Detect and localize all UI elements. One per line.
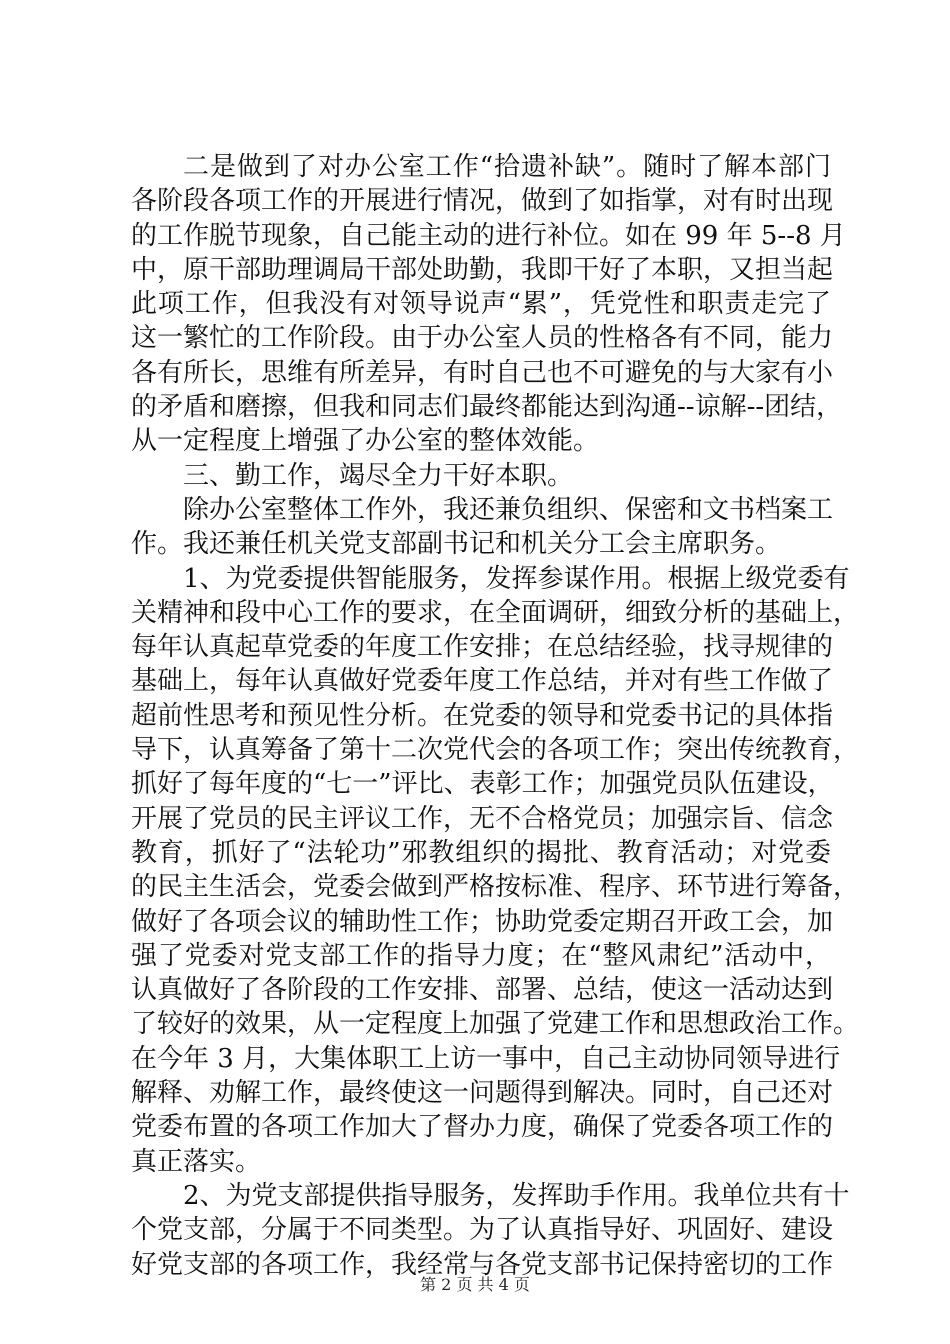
text-line: 中，原干部助理调局干部处助勤，我即干好了本职，又担当起 — [131, 254, 834, 285]
text-line: 各有所长，思维有所差异，有时自己也不可避免的与大家有小 — [131, 357, 834, 388]
text-line: 2、为党支部提供指导服务，发挥助手作用。我单位共有十 — [183, 1180, 850, 1211]
text-line: 导下，认真筹备了第十二次党代会的各项工作；突出传统教育， — [131, 735, 860, 766]
text-line: 1、为党委提供智能服务，发挥参谋作用。根据上级党委有 — [183, 563, 850, 594]
text-line: 关精神和段中心工作的要求，在全面调研，细致分析的基础上， — [131, 597, 860, 628]
text-line: 了较好的效果，从一定程度上加强了党建工作和思想政治工作。 — [131, 1009, 860, 1040]
text-line: 作。我还兼任机关党支部副书记和机关分工会主席职务。 — [131, 529, 782, 560]
text-line: 二是做到了对办公室工作“拾遗补缺”。随时了解本部门 — [183, 152, 831, 182]
text-line: 此项工作，但我没有对领导说声“累”，凭党性和职责走完了 — [131, 289, 831, 320]
text-line: 除办公室整体工作外，我还兼负组织、保密和文书档案工 — [183, 494, 834, 525]
text-line: 每年认真起草党委的年度工作安排；在总结经验，找寻规律的 — [131, 632, 834, 663]
text-line: 的民主生活会，党委会做到严格按标准、程序、环节进行筹备， — [131, 872, 860, 903]
body-text — [131, 150, 860, 1282]
text-line: 认真做好了各阶段的工作安排、部署、总结，使这一活动达到 — [131, 975, 834, 1006]
text-line: 真正落实。 — [131, 1146, 262, 1177]
text-line: 教育，抓好了“法轮功”邪教组织的揭批、教育活动；对党委 — [131, 837, 831, 868]
text-line: 从一定程度上增强了办公室的整体效能。 — [131, 426, 600, 457]
page-number-label: 第 2 页 共 4 页 — [420, 1275, 530, 1294]
text-line: 开展了党员的民主评议工作，无不合格党员；加强宗旨、信念 — [131, 803, 834, 834]
text-line: 各阶段各项工作的开展进行情况，做到了如指掌，对有时出现 — [131, 186, 834, 217]
text-line: 超前性思考和预见性分析。在党委的领导和党委书记的具体指 — [131, 700, 834, 731]
text-line: 做好了各项会议的辅助性工作；协助党委定期召开政工会，加 — [131, 906, 834, 937]
text-line: 的矛盾和磨擦，但我和同志们最终都能达到沟通--谅解--团结， — [131, 392, 843, 423]
text-line: 抓好了每年度的“七一”评比、表彰工作；加强党员队伍建设， — [131, 769, 834, 800]
text-line: 基础上，每年认真做好党委年度工作总结，并对有些工作做了 — [131, 666, 834, 697]
text-line: 解释、劝解工作，最终使这一问题得到解决。同时，自己还对 — [131, 1078, 834, 1109]
page-footer — [0, 1275, 950, 1295]
text-line: 个党支部，分属于不同类型。为了认真指导好、巩固好、建设 — [131, 1215, 834, 1246]
text-line: 在今年 3 月，大集体职工上访一事中，自己主动协同领导进行 — [131, 1043, 841, 1074]
text-line: 强了党委对党支部工作的指导力度；在“整风肃纪”活动中， — [131, 940, 831, 971]
text-line: 这一繁忙的工作阶段。由于办公室人员的性格各有不同，能力 — [131, 323, 834, 354]
section-heading: 三、勤工作，竭尽全力干好本职。 — [183, 460, 574, 491]
text-line: 的工作脱节现象，自己能主动的进行补位。如在 99 年 5--8 月 — [131, 220, 846, 251]
text-line: 好党支部的各项工作，我经常与各党支部书记保持密切的工作 — [131, 1249, 834, 1280]
text-line: 党委布置的各项工作加大了督办力度，确保了党委各项工作的 — [131, 1112, 834, 1143]
